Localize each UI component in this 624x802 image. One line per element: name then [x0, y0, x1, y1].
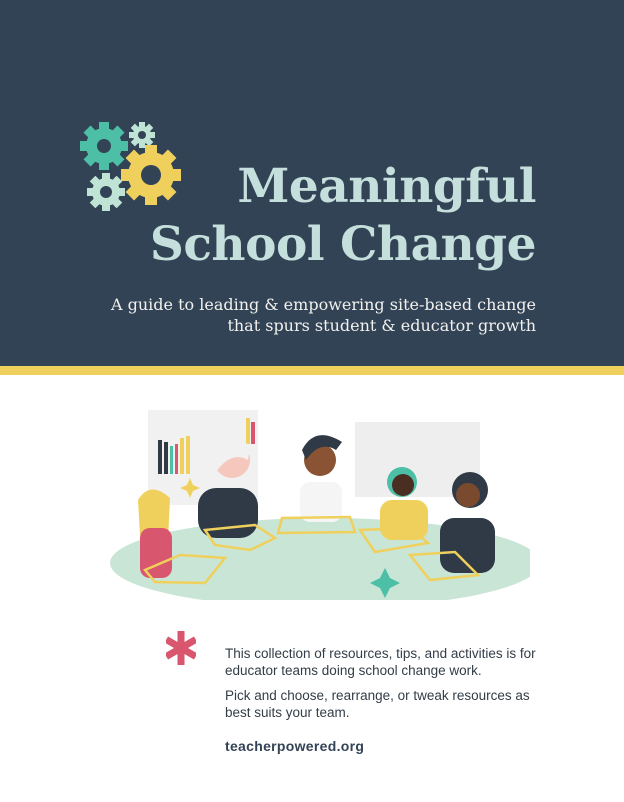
cover-header [0, 0, 624, 366]
subtitle [111, 294, 536, 336]
intro-paragraph-1: This collection of resources, tips, and activities is for educator teams doing school change work. [225, 646, 536, 678]
asterisk-icon [166, 630, 196, 666]
subtitle-line-1: A guide to leading & empowering site-based change [110, 295, 536, 314]
title-line-1: Meaningful [237, 159, 536, 214]
subtitle-line-2: that spurs student & educator growth [227, 316, 536, 335]
title-line-2: School Change [149, 217, 536, 272]
person-3 [300, 435, 342, 522]
website-link[interactable]: teacherpowered.org [225, 738, 365, 754]
team-meeting-illustration [110, 400, 530, 600]
yellow-divider [0, 366, 624, 375]
page-title [150, 158, 536, 274]
intro-paragraph-2: Pick and choose, rearrange, or tweak resources as best suits your team. [225, 688, 530, 720]
intro-text [225, 645, 545, 729]
